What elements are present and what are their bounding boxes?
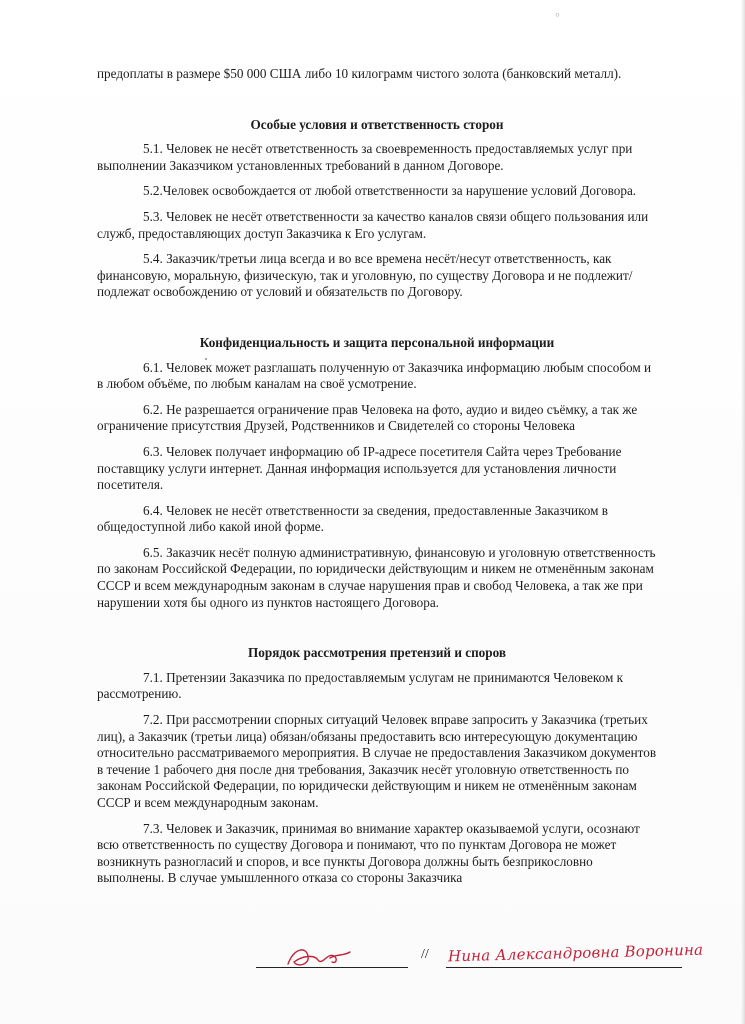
intro-paragraph: предоплаты в размере $50 000 США либо 10 килограмм чистого золота (банковский металл). — [97, 66, 622, 81]
handwritten-name: Нина Александровна Воронина — [447, 940, 704, 966]
signature-separator: // — [421, 947, 429, 962]
signature-line — [256, 967, 408, 968]
paragraph-6-5: 6.5. Заказчик несёт полную административную, финансовую и уголовную ответственность по законам Российской Федерации, по юридически действующим и никем не отменённым законам СССР и всем международным законам в случае нарушения прав и свобод Человека, а так же при нарушении хотя бы одного из пунктов настоящего Договора. — [97, 544, 656, 610]
paragraph-6-3: 6.3. Человек получает информацию об IP-адресе посетителя Сайта через Требование поставщику услуги интернет. Данная информация используется для установления личности посетителя. — [97, 443, 622, 493]
paragraph-5-4: 5.4. Заказчик/третьи лица всегда и во все времена несёт/несут ответственность, как финансовую, моральную, физическую, так и уголовную, по существу Договора и не подлежит/подлежат освобождению от условий и обязательств по Договору. — [97, 251, 633, 300]
name-line — [446, 967, 682, 968]
paragraph-6-1: 6.1. Человек может разглашать полученную от Заказчика информацию любым способом и в любом объёме, по любым каналам на своё усмотрение. — [97, 359, 652, 392]
paragraph-7-1: 7.1. Претензии Заказчика по предоставляемым услугам не принимаются Человеком к рассмотрению. — [97, 669, 624, 702]
document-body — [97, 66, 657, 887]
paragraph-5-2: 5.2.Человек освобождается от любой ответственности за нарушение условий Договора. — [143, 183, 637, 199]
paragraph-6-2: 6.2. Не разрешается ограничение прав Человека на фото, аудио и видео съёмку, а так же ограничение присутствия Друзей, Родственников и Свидетелей со стороны Человека — [97, 401, 638, 434]
paragraph-6-4: 6.4. Человек не несёт ответственности за сведения, предоставленные Заказчиком в общедоступной либо какой иной форме. — [97, 502, 609, 535]
paragraph-7-2: 7.2. При рассмотрении спорных ситуаций Человек вправе запросить у Заказчика (третьих лиц), а Заказчик (третьи лица) обязан/обязаны предоставить всю интересующую документацию относительно рассматриваемого мероприятия. В случае не предоставления Заказчиком документов в течение 1 рабочего дня после дня требования, Заказчик несёт уголовную ответственность по законам Российской Федерации, по юридически действующим и никем не отменённым законам СССР и всем международным законам. — [97, 712, 657, 810]
scan-shadow-edge — [741, 0, 745, 1024]
scan-speck: ° — [555, 10, 560, 24]
signature-block — [0, 942, 745, 982]
paragraph-7-3: 7.3. Человек и Заказчик, принимая во внимание характер оказываемой услуги, осознают всю ответственность по существу Договора и понимают, что по пунктам Договора не может возникнуть разногласий и споров, и все пункты Договора должны быть безприкословно выполнены. В случае умышленного отказа со стороны Заказчика — [97, 820, 640, 886]
paragraph-5-1: 5.1. Человек не несёт ответственность за своевременность предоставляемых услуг при выполнении Заказчиком установленных требований в данном Договоре. — [97, 141, 633, 173]
section-title-special-conditions: Особые условия и ответственность сторон — [250, 116, 504, 132]
section-title-confidentiality: Конфиденциальность и защита персональной информации — [199, 334, 555, 350]
paragraph-5-3: 5.3. Человек не несёт ответственности за качество каналов связи общего пользования или служб, предоставляющих доступ Заказчика к Его услугам. — [97, 208, 649, 241]
section-title-claims: Порядок рассмотрения претензий и споров — [248, 645, 506, 661]
